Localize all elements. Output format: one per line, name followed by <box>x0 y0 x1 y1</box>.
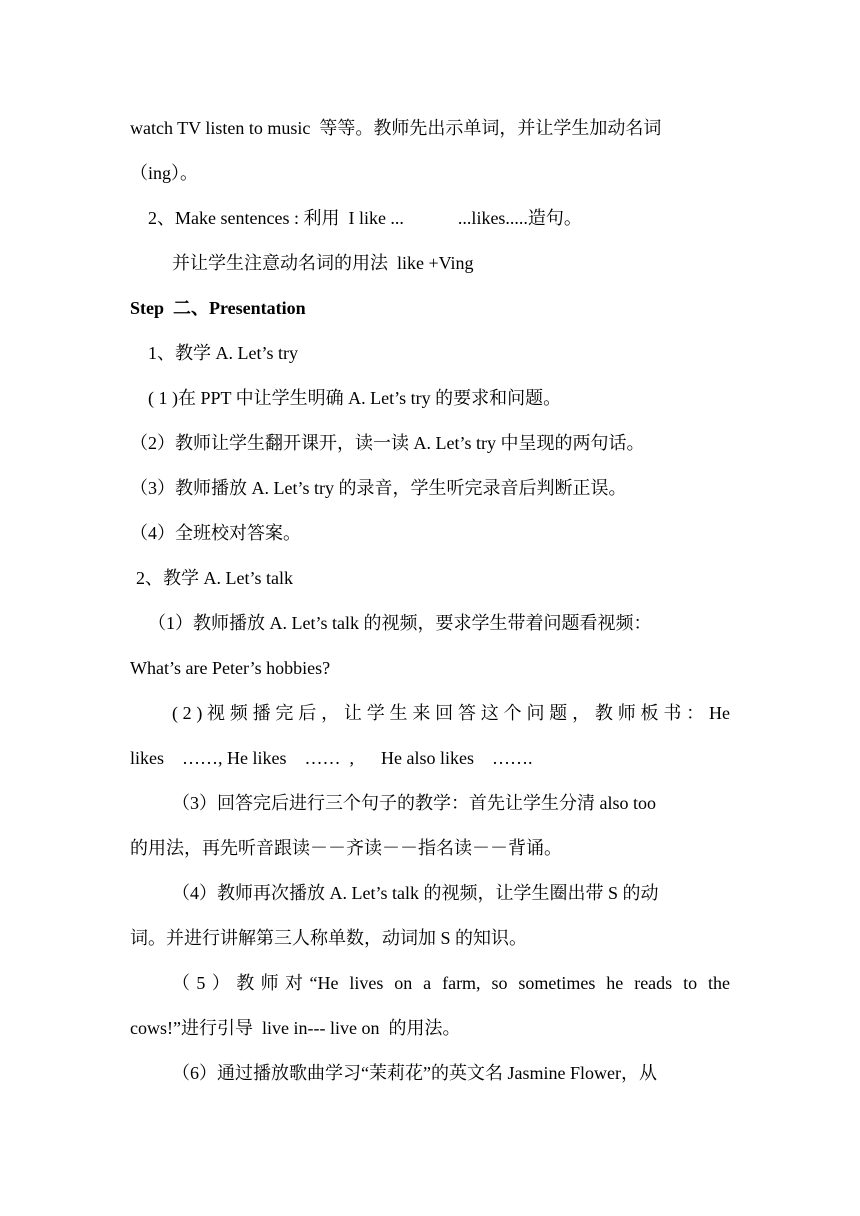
text-line: 词。并进行讲解第三人称单数，动词加 S 的知识。 <box>130 928 528 948</box>
text-line: （ing）。 <box>130 163 199 183</box>
text-line: 2、教学 A. Let’s talk <box>136 568 293 588</box>
text-line: （5）教师对“He lives on a farm, so sometimes he reads to the <box>172 973 730 993</box>
text-line: cows!”进行引导 live in--- live on 的用法。 <box>130 1018 461 1038</box>
text-line: 1、教学 A. Let’s try <box>148 343 298 363</box>
text-line: （1）教师播放 A. Let’s talk 的视频，要求学生带着问题看视频： <box>148 613 652 633</box>
text-line: （3）回答完后进行三个句子的教学：首先让学生分清 also too <box>172 793 656 813</box>
section-heading: Step 二、Presentation <box>130 298 306 318</box>
text-line: （6）通过播放歌曲学习“茉莉花”的英文名 Jasmine Flower，从 <box>172 1063 657 1083</box>
text-line: ( 2 ) 视 频 播 完 后 ， 让 学 生 来 回 答 这 个 问 题 ， 教 师 板 书 ： He <box>172 703 730 723</box>
text-line: （2）教师让学生翻开课开，读一读 A. Let’s try 中呈现的两句话。 <box>130 433 645 453</box>
text-line: ( 1 )在 PPT 中让学生明确 A. Let’s try 的要求和问题。 <box>148 388 562 408</box>
text-line: （4）教师再次播放 A. Let’s talk 的视频，让学生圈出带 S 的动 <box>172 883 659 903</box>
text-line: What’s are Peter’s hobbies? <box>130 658 331 678</box>
text-line: （4）全班校对答案。 <box>130 523 301 543</box>
text-line: 并让学生注意动名词的用法 like +Ving <box>172 253 474 273</box>
text-line: likes ……, He likes …… , He also likes ……. <box>130 748 533 768</box>
text-line: （3）教师播放 A. Let’s try 的录音，学生听完录音后判断正误。 <box>130 478 627 498</box>
text-line: watch TV listen to music 等等。教师先出示单词，并让学生加动名词 <box>130 118 662 138</box>
text-line: 的用法，再先听音跟读－－齐读－－指名读－－背诵。 <box>130 838 562 858</box>
text-line: 2、Make sentences : 利用 I like ... ...likes.....造句。 <box>148 208 582 228</box>
